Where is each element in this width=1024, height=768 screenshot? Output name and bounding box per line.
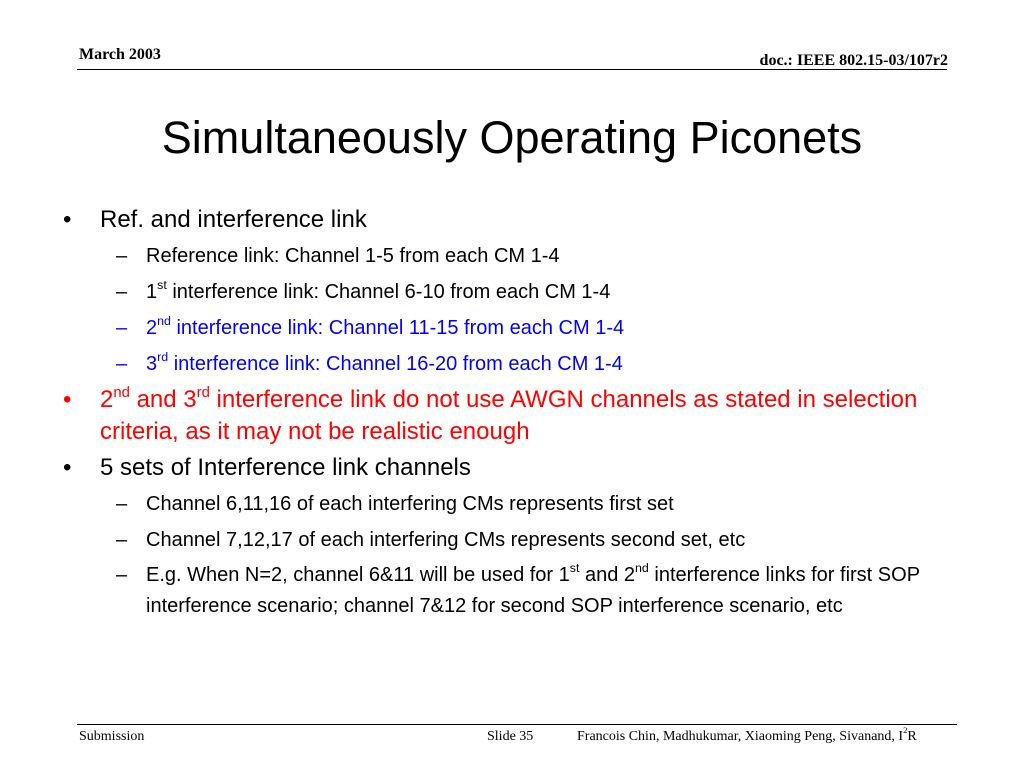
dash-marker: – <box>116 317 128 339</box>
ordinal-suffix: rd <box>157 350 169 365</box>
ordinal-suffix: nd <box>635 561 649 576</box>
bullet-text: Ref. and interference link <box>100 206 367 233</box>
sub-bullet-second-set <box>0 524 1024 556</box>
slide-title: Simultaneously Operating Piconets <box>161 112 863 163</box>
sub-bullet-reference-link <box>0 240 1024 272</box>
bullet-ref-interference-link <box>0 204 1024 236</box>
header-doc-id: doc.: IEEE 802.15-03/107r2 <box>759 52 948 69</box>
dash-marker: – <box>116 245 128 267</box>
ordinal-suffix: st <box>569 561 580 576</box>
footer-authors-text: Francois Chin, Madhukumar, Xiaoming Peng, Sivanand, I <box>577 729 904 744</box>
ordinal-suffix: nd <box>157 314 171 329</box>
dash-marker: – <box>116 529 128 551</box>
bullet-number: 2 <box>100 386 114 413</box>
dash-marker: – <box>116 281 128 303</box>
bullet-marker: • <box>63 386 72 413</box>
footer-authors-superscript: 2 <box>903 725 908 736</box>
bullet-marker: • <box>63 454 72 481</box>
header-divider <box>77 69 947 70</box>
sub-bullet-number: 1 <box>146 281 158 303</box>
sub-bullet-text: interference link: Channel 6-10 from each CM 1-4 <box>166 281 611 303</box>
sub-bullet-text: Reference link: Channel 1-5 from each CM 1-4 <box>146 245 560 267</box>
sub-bullet-text: interference links for first SOP interference scenario; channel 7&12 for second SOP interference scenario, etc <box>146 564 920 617</box>
sub-bullet-text: Channel 7,12,17 of each interfering CMs represents second set, etc <box>146 529 746 551</box>
sub-bullet-2nd-interference-link <box>0 312 1024 344</box>
sub-bullet-3rd-interference-link <box>0 348 1024 380</box>
bullet-text: 5 sets of Interference link channels <box>100 454 471 481</box>
sub-bullet-number: 2 <box>146 317 158 339</box>
sub-bullet-example <box>0 560 1024 622</box>
bullet-awgn-note <box>0 384 1024 448</box>
ordinal-suffix: rd <box>196 384 210 401</box>
ordinal-suffix: st <box>157 278 167 293</box>
sub-bullet-first-set <box>0 488 1024 520</box>
footer-divider <box>77 724 957 725</box>
sub-bullet-text: E.g. When N=2, channel 6&11 will be used for 1 <box>146 564 570 586</box>
sub-bullet-number: 3 <box>146 353 158 375</box>
bullet-text: interference link do not use AWGN channels as stated in selection criteria, as it may not be realistic enough <box>100 386 918 445</box>
bullet-marker: • <box>63 206 72 233</box>
sub-bullet-text: and 2 <box>579 564 636 586</box>
slide-body <box>0 204 1024 626</box>
dash-marker: – <box>116 353 128 375</box>
bullet-text: and 3 <box>129 386 197 413</box>
footer-authors <box>577 725 917 745</box>
sub-bullet-text: Channel 6,11,16 of each interfering CMs represents first set <box>146 493 674 515</box>
header-date: March 2003 <box>79 46 161 63</box>
ordinal-suffix: nd <box>113 384 130 401</box>
bullet-interference-channel-sets <box>0 452 1024 484</box>
dash-marker: – <box>116 564 128 586</box>
footer-authors-suffix: R <box>907 729 917 744</box>
sub-bullet-text: interference link: Channel 16-20 from each CM 1-4 <box>168 353 623 375</box>
sub-bullet-1st-interference-link <box>0 276 1024 308</box>
dash-marker: – <box>116 493 128 515</box>
footer-slide-number: Slide 35 <box>487 729 534 744</box>
sub-bullet-text: interference link: Channel 11-15 from each CM 1-4 <box>170 317 625 339</box>
footer-submission: Submission <box>79 729 145 744</box>
